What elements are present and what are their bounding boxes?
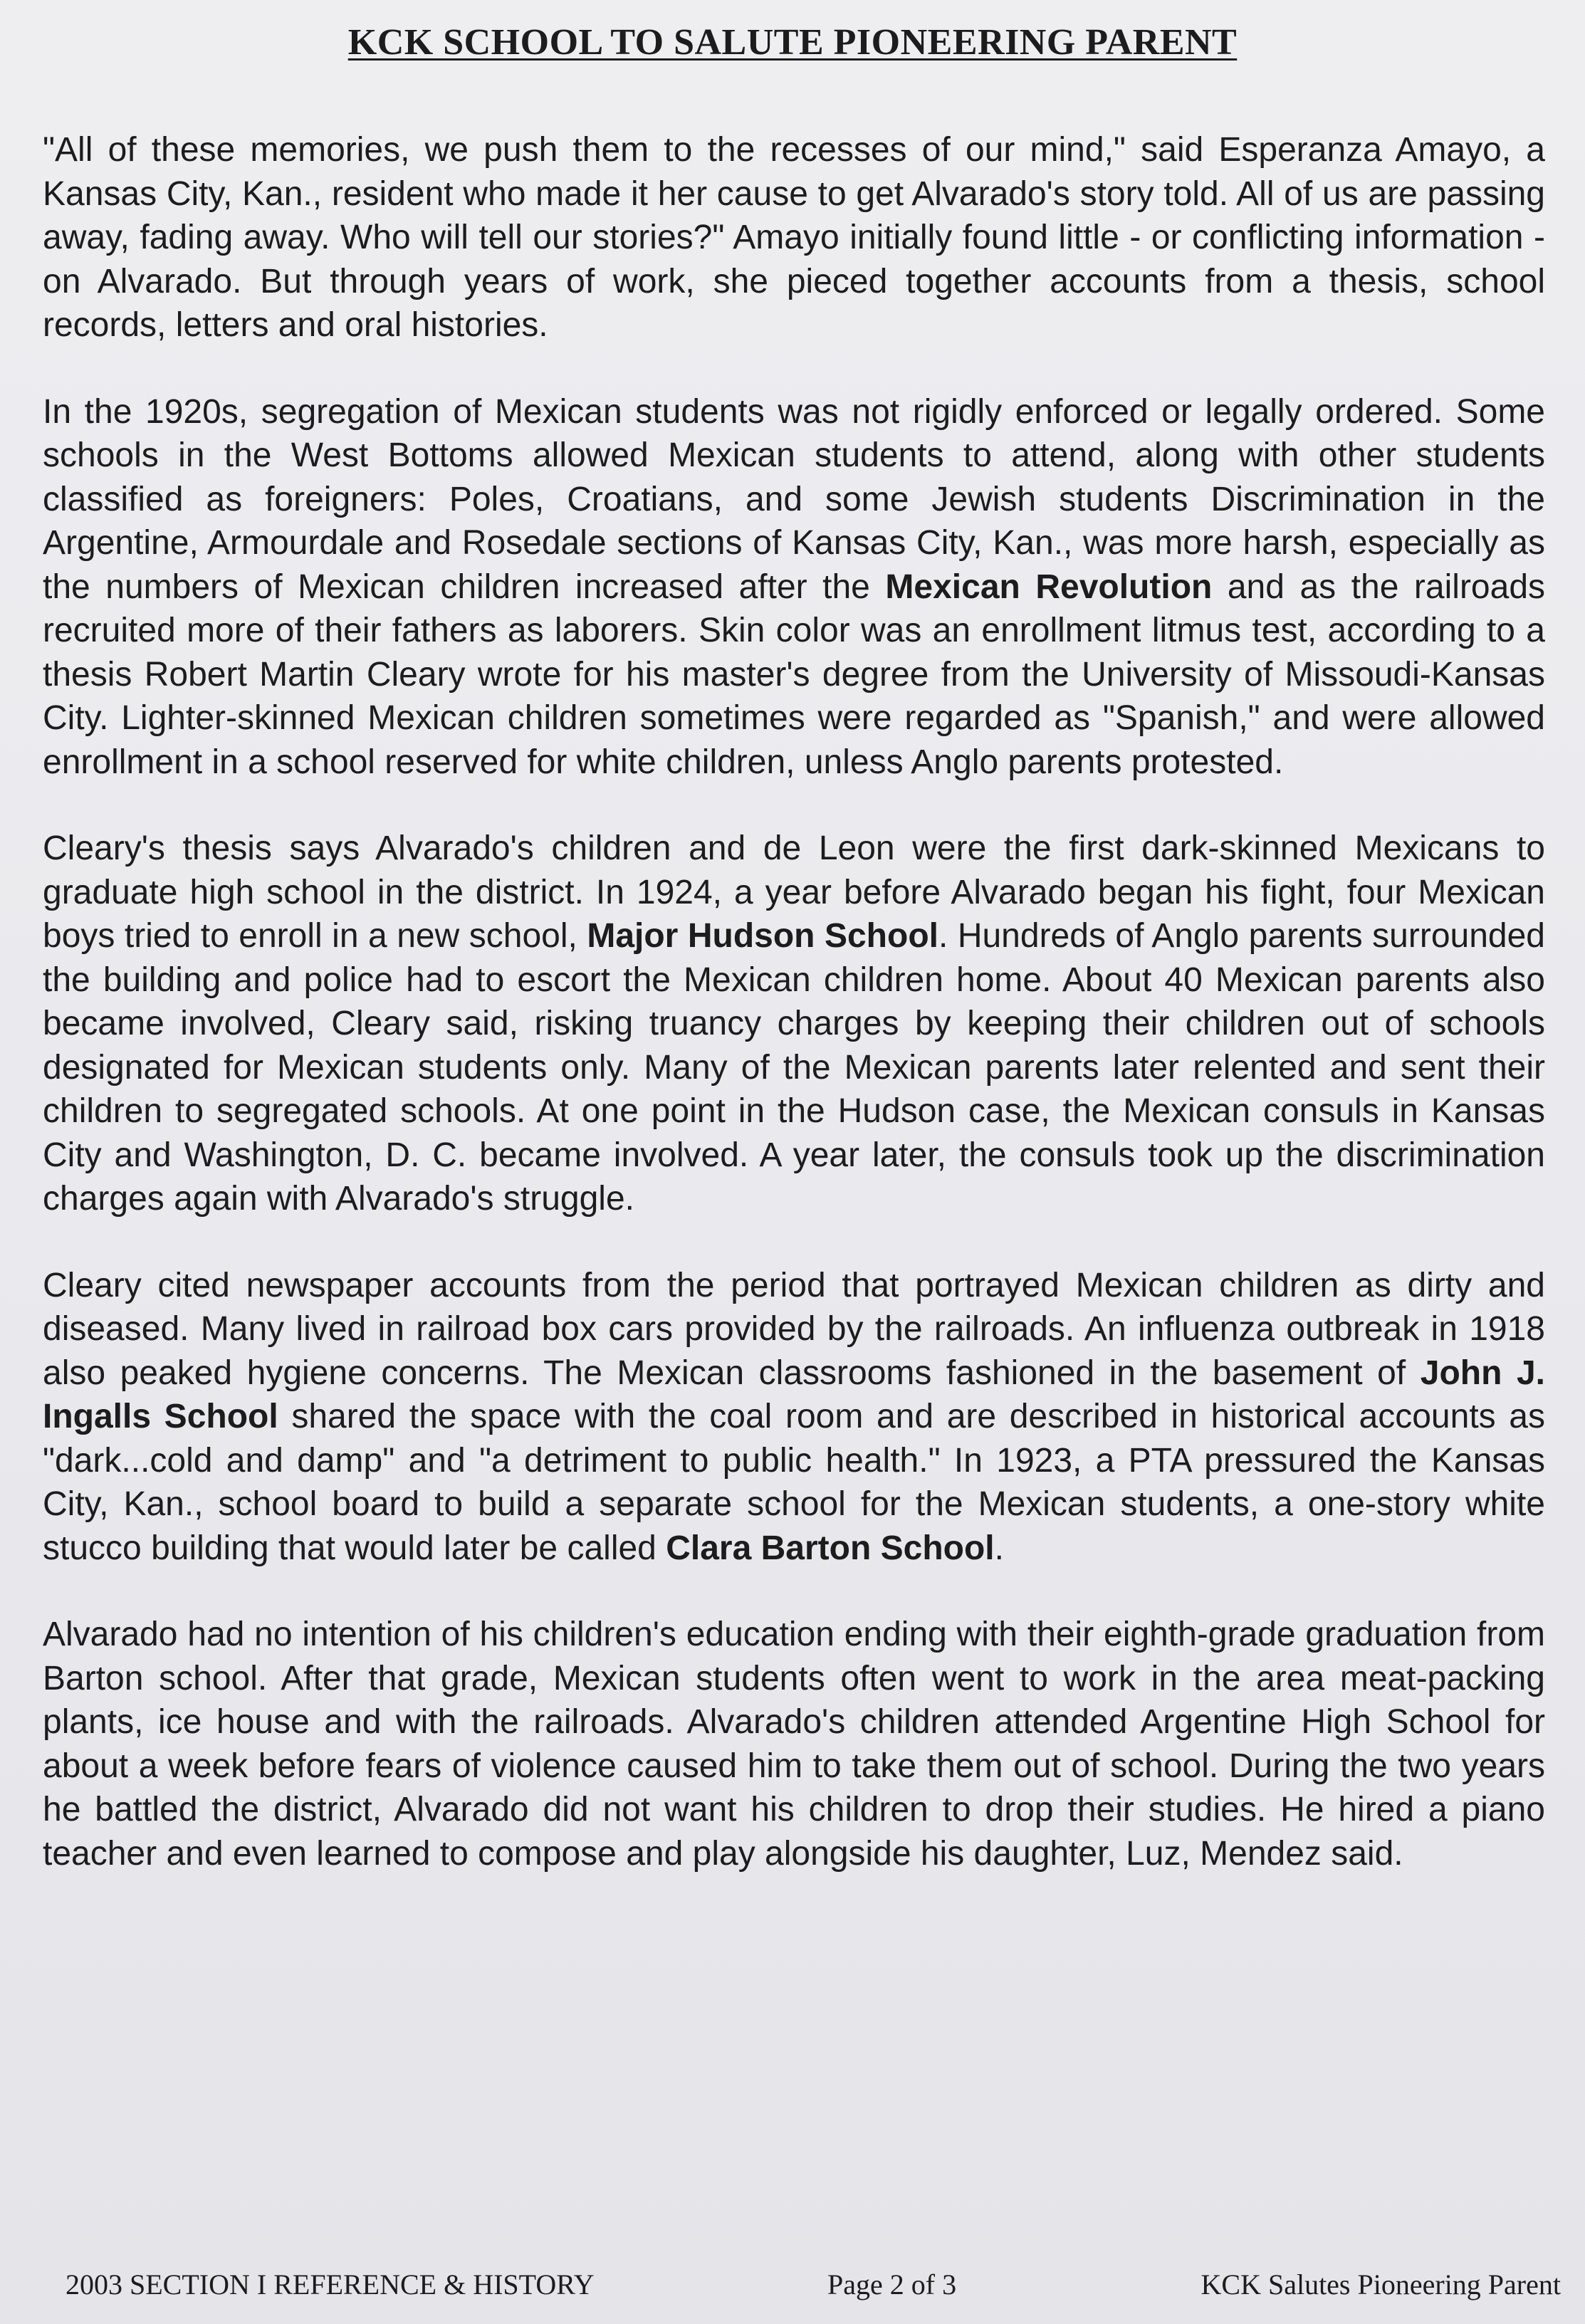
bold-term-clara-barton-school: Clara Barton School bbox=[666, 1529, 995, 1567]
document-title bbox=[0, 21, 1585, 63]
article-body bbox=[43, 128, 1545, 1918]
footer-running-title: KCK Salutes Pioneering Parent bbox=[1200, 2268, 1561, 2301]
paragraph-5 bbox=[43, 1613, 1545, 1875]
paragraph-1 bbox=[43, 128, 1545, 347]
footer-section-label: 2003 SECTION I REFERENCE & HISTORY bbox=[66, 2268, 595, 2301]
paragraph-4 bbox=[43, 1264, 1545, 1571]
paragraph-text: Alvarado had no intention of his children's education ending with their eighth-grade graduation from Barton school. After that grade, Mexican students often went to work in the area meat-packing plants, ice house and with the railroads. Alvarado's children attended Argentine High School for about a week before fears of violence caused him to take them out of school. During the two years he battled the district, Alvarado did not want his children to drop their studies. He hired a piano teacher and even learned to compose and play alongside his daughter, Luz, Mendez said. bbox=[43, 1616, 1545, 1873]
paragraph-text: shared the space with the coal room and are described in historical accounts as "dark...cold and damp" and "a detriment to public health." In 1923, a PTA pressured the Kansas City, Kan., school board to build a separate school for the Mexican students, a one-story white stucco building that would later be called bbox=[43, 1398, 1546, 1567]
paragraph-text: In the 1920s, segregation of Mexican students was not rigidly enforced or legally ordered. Some schools in the West Bottoms allowed Mexican students to attend, along with other students classified as foreigners: Poles, Croatians, and some Jewish students Discrimination in the Argentine, Armourdale and Rosedale sections of Kansas City, Kan., was more harsh, especially as the numbers of Mexican children increased after the bbox=[43, 392, 1545, 606]
paragraph-text: Cleary cited newspaper accounts from the period that portrayed Mexican children as dirty and diseased. Many lived in railroad box cars provided by the railroads. An influenza outbreak in 1918 also peaked hygiene concerns. The Mexican classrooms fashioned in the basement of bbox=[43, 1266, 1545, 1392]
paragraph-2 bbox=[43, 390, 1545, 785]
paragraph-text: "All of these memories, we push them to the recesses of our mind," said Esperanza Amayo, a Kansas City, Kan., resident who made it her cause to get Alvarado's story told. All of us are passing away, fading away. Who will tell our stories?" Amayo initially found little - or conflicting information - on Alvarado. But through years of work, she pieced together accounts from a thesis, school records, letters and oral histories. bbox=[43, 131, 1545, 344]
bold-term-john-j-ingalls-school: John J. Ingalls School bbox=[43, 1354, 1546, 1435]
paragraph-text: . bbox=[994, 1529, 1004, 1567]
paragraph-text: Cleary's thesis says Alvarado's children and de Leon were the first dark-skinned Mexicans to graduate high school in the district. In 1924, a year before Alvarado began his fight, four Mexican boys tried to enroll in a new school, bbox=[43, 829, 1545, 955]
bold-term-major-hudson-school: Major Hudson School bbox=[587, 917, 938, 955]
paragraph-text: and as the railroads recruited more of their fathers as laborers. Skin color was an enrollment litmus test, according to a thesis Robert Martin Cleary wrote for his master's degree from the University of Missoudi-Kansas City. Lighter-skinned Mexican children sometimes were regarded as "Spanish," and were allowed enrollment in a school reserved for white children, unless Anglo parents protested. bbox=[43, 567, 1546, 781]
document-title-text: KCK SCHOOL TO SALUTE PIONEERING PARENT bbox=[347, 22, 1238, 63]
bold-term-mexican-revolution: Mexican Revolution bbox=[885, 567, 1213, 606]
footer-page-number: Page 2 of 3 bbox=[827, 2268, 957, 2301]
paragraph-text: . Hundreds of Anglo parents surrounded the building and police had to escort the Mexican children home. About 40 Mexican parents also became involved, Cleary said, risking truancy charges by keeping their children out of schools designated for Mexican students only. Many of the Mexican parents later relented and sent their children to segregated schools. At one point in the Hudson case, the Mexican consuls in Kansas City and Washington, D. C. became involved. A year later, the consuls took up the discrimination charges again with Alvarado's struggle. bbox=[43, 917, 1545, 1218]
paragraph-3 bbox=[43, 827, 1545, 1221]
